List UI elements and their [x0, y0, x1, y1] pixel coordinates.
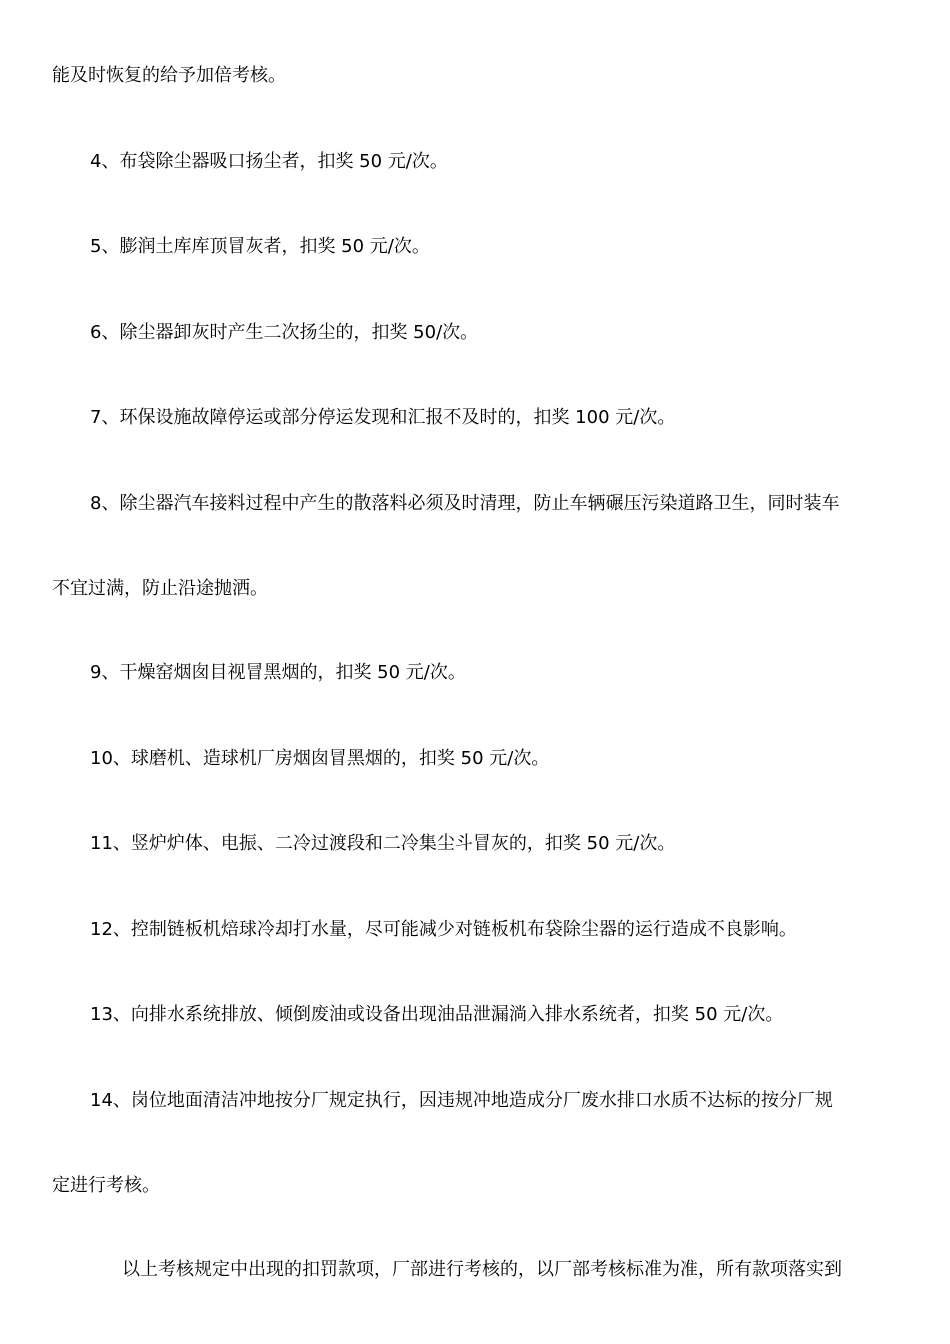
rule-item-8: 8、除尘器汽车接料过程中产生的散落料必须及时清理，防止车辆碾压污染道路卫生，同时装车	[90, 493, 840, 514]
paragraph-line: 能及时恢复的给予加倍考核。	[52, 65, 286, 86]
closing-paragraph: 以上考核规定中出现的扣罚款项，厂部进行考核的，以厂部考核标准为准，所有款项落实到	[122, 1259, 842, 1280]
rule-item-11: 11、竖炉炉体、电振、二冷过渡段和二冷集尘斗冒灰的，扣奖 50 元/次。	[90, 833, 676, 854]
rule-item-14: 14、岗位地面清洁冲地按分厂规定执行，因违规冲地造成分厂废水排口水质不达标的按分厂规	[90, 1090, 833, 1111]
rule-item-8-continued: 不宜过满，防止沿途抛洒。	[52, 578, 268, 599]
rule-item-4: 4、布袋除尘器吸口扬尘者，扣奖 50 元/次。	[90, 151, 448, 172]
rule-item-5: 5、膨润土库库顶冒灰者，扣奖 50 元/次。	[90, 236, 430, 257]
rule-item-7: 7、环保设施故障停运或部分停运发现和汇报不及时的，扣奖 100 元/次。	[90, 407, 676, 428]
rule-item-12: 12、控制链板机焙球冷却打水量，尽可能减少对链板机布袋除尘器的运行造成不良影响。	[90, 919, 797, 940]
rule-item-14-continued: 定进行考核。	[52, 1175, 160, 1196]
rule-item-6: 6、除尘器卸灰时产生二次扬尘的，扣奖 50/次。	[90, 322, 479, 343]
rule-item-10: 10、球磨机、造球机厂房烟囱冒黑烟的，扣奖 50 元/次。	[90, 748, 550, 769]
rule-item-13: 13、向排水系统排放、倾倒废油或设备出现油品泄漏淌入排水系统者，扣奖 50 元/次。	[90, 1004, 784, 1025]
rule-item-9: 9、干燥窑烟囱目视冒黑烟的，扣奖 50 元/次。	[90, 662, 466, 683]
